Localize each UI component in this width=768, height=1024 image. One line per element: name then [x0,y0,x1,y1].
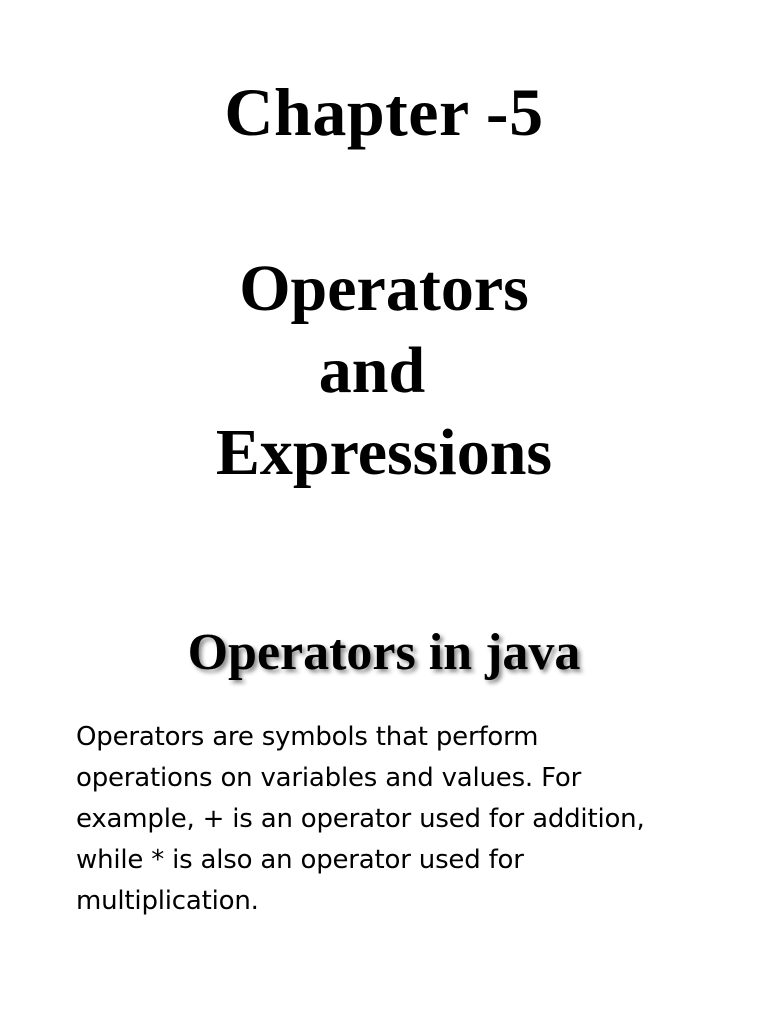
section-paragraph [76,717,716,922]
paragraph-line: Operators are symbols that perform [76,722,539,752]
paragraph-line: while * is also an operator used for [76,845,524,875]
chapter-heading: Chapter -5 [224,74,544,150]
chapter-title-line: Expressions [215,416,553,489]
chapter-title-line: Operators [239,252,529,325]
paragraph-line: operations on variables and values. For [76,763,582,793]
chapter-title-line: and [318,334,426,407]
paragraph-line: example, + is an operator used for addition, [76,804,645,834]
section-heading: Operators in java [187,624,581,681]
chapter-title [0,248,768,494]
paragraph-line: multiplication. [76,886,259,916]
